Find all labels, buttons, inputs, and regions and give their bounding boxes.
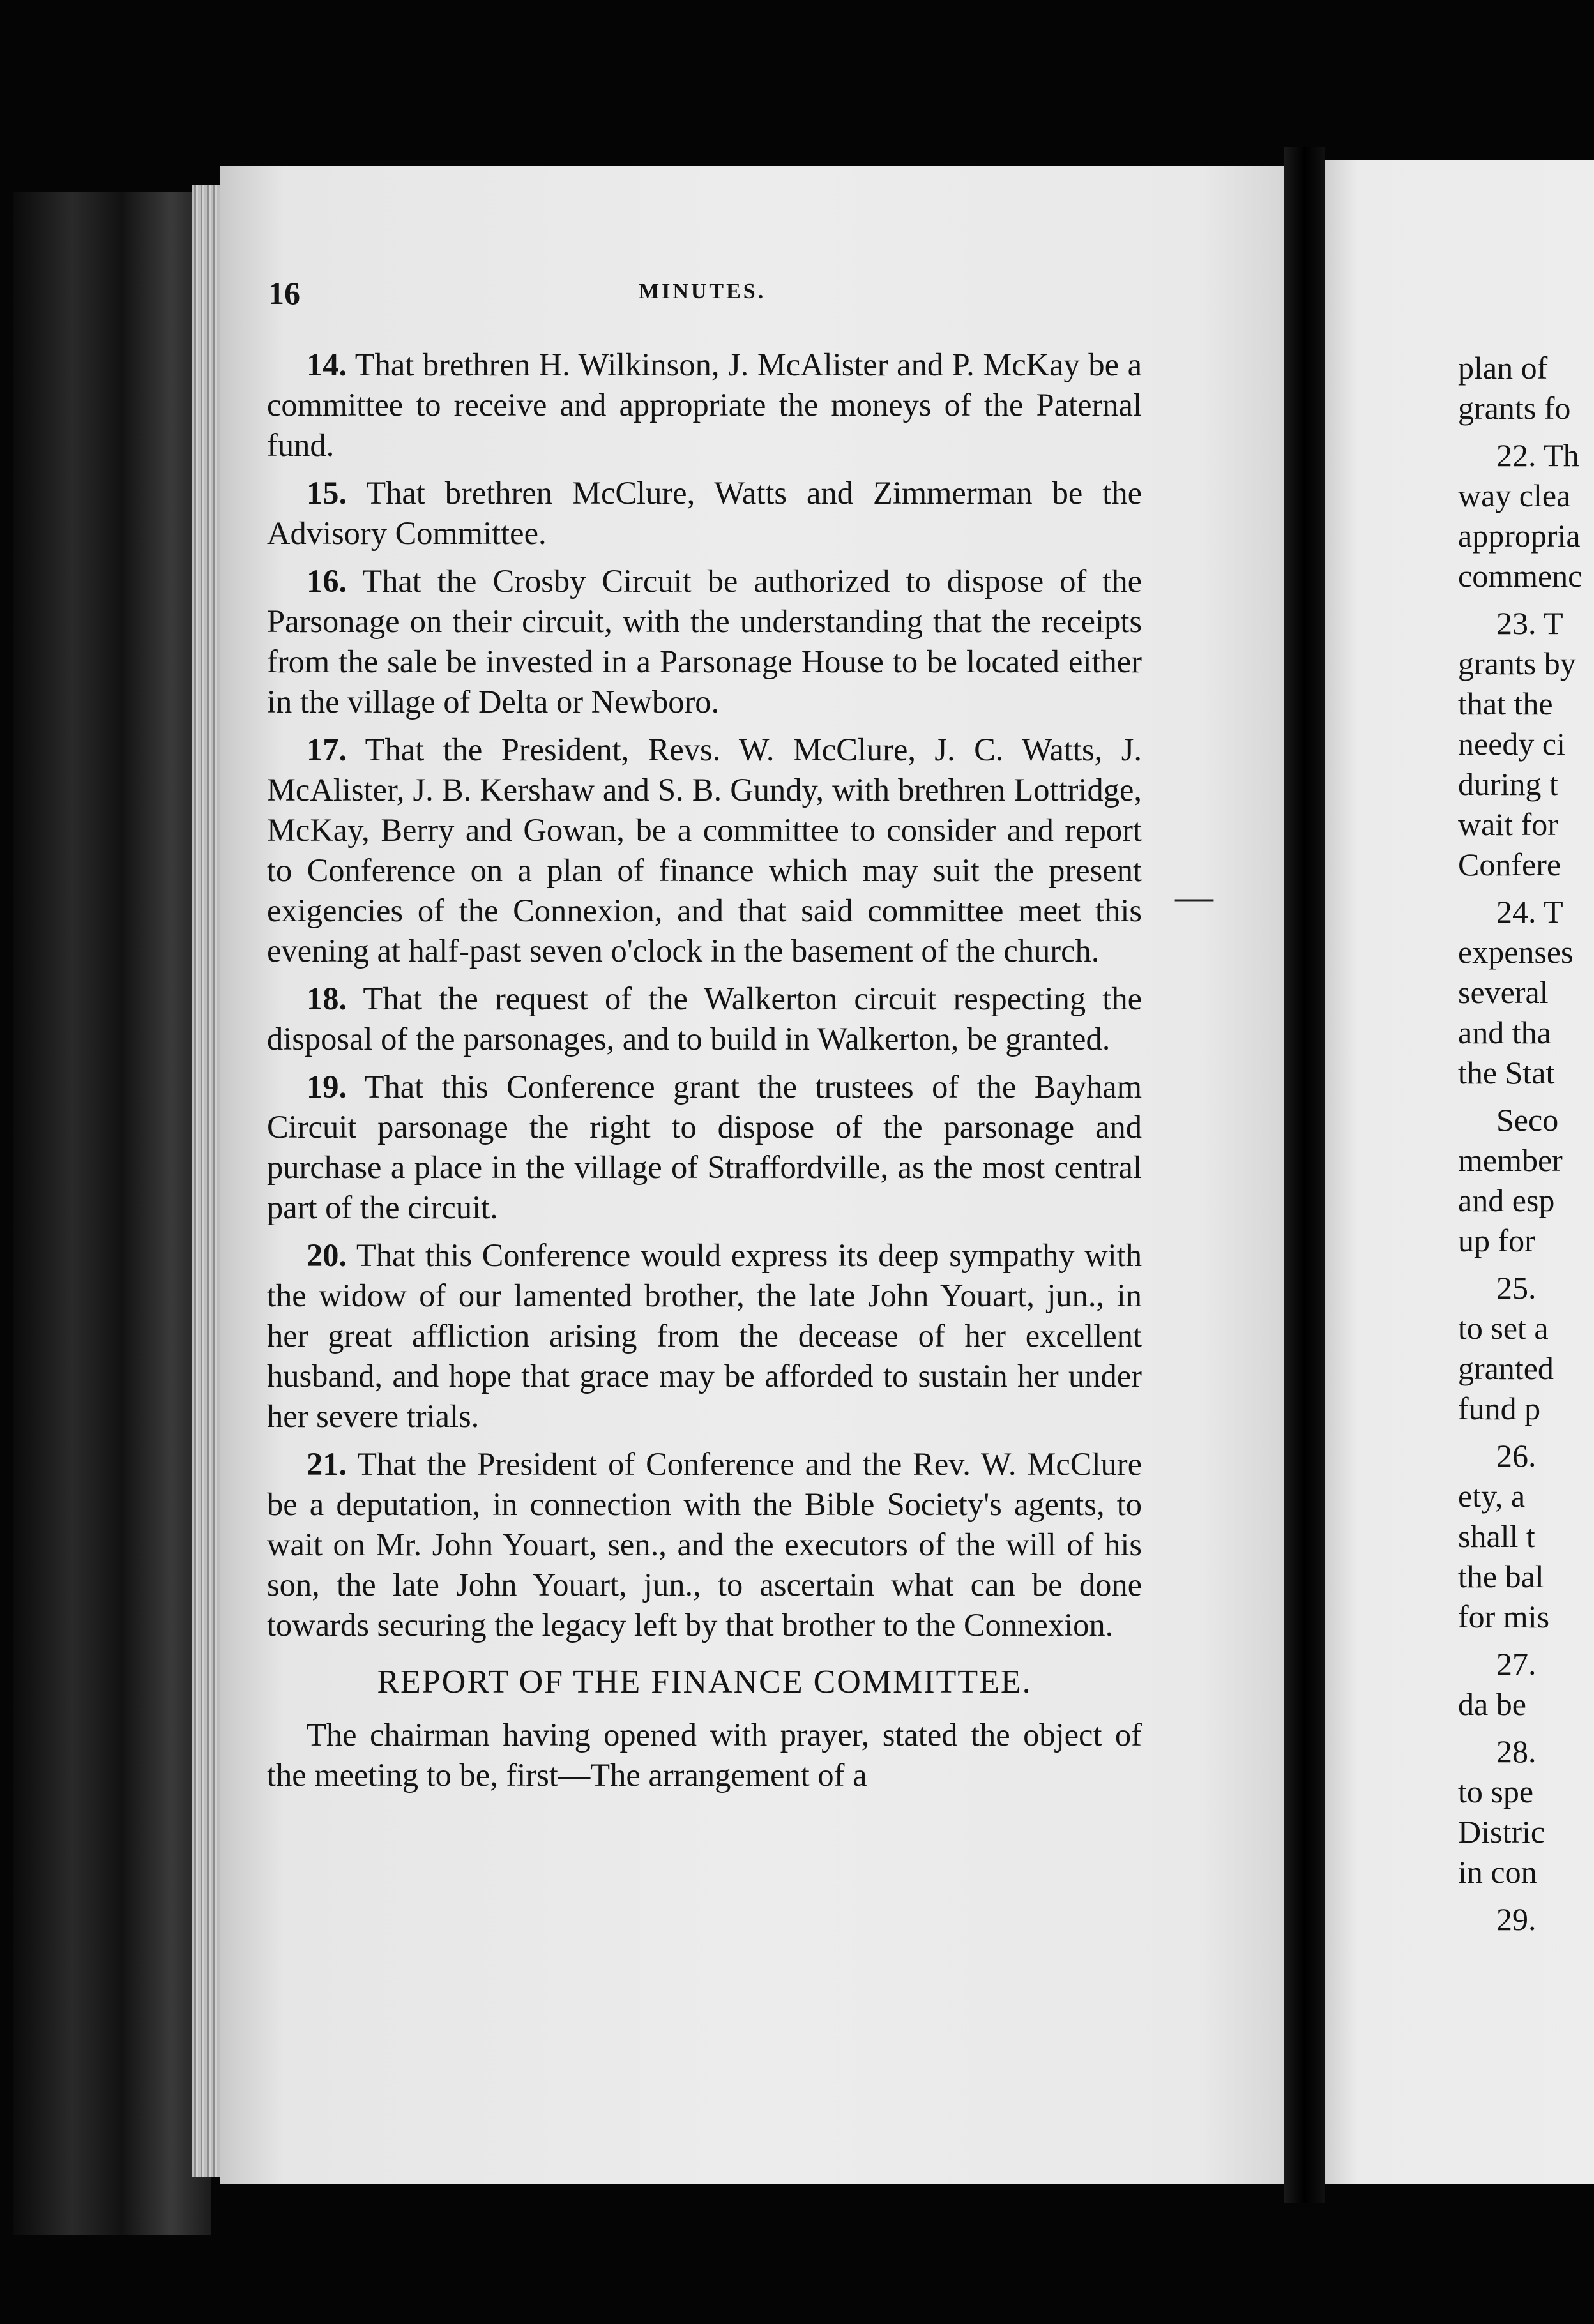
right-line: ety, a	[1458, 1478, 1526, 1514]
right-line: 23. T	[1496, 605, 1563, 641]
left-page-text	[267, 345, 1142, 1803]
resolution-text: That the President of Conference and the Rev. W. McClure be a deputation, in connection with the Bible Society's agents, to wait on Mr. John Youart, sen., and the executors of the will of his son, the late John Youart, jun., to ascertain what can be done towards securing the legacy left by that brother to the Connexion.	[267, 1446, 1142, 1643]
resolution-text: That the Crosby Circuit be authorized to dispose of the Parsonage on their circuit, with the understanding that the receipts from the sale be invested in a Parsonage House to be located either in the village of Delta or Newboro.	[267, 563, 1142, 720]
closing-paragraph: The chairman having opened with prayer, stated the object of the meeting to be, first—The arrangement of a	[267, 1717, 1142, 1793]
resolution-number: 20.	[307, 1237, 347, 1273]
resolution-number: 19.	[307, 1069, 347, 1105]
right-line: Confere	[1458, 847, 1561, 882]
resolution-number: 15.	[307, 475, 347, 511]
right-line: during t	[1458, 766, 1558, 802]
right-line: to set a	[1458, 1310, 1549, 1346]
right-line: shall t	[1458, 1518, 1535, 1554]
resolution-number: 16.	[307, 563, 347, 599]
book-gutter	[1284, 147, 1325, 2203]
right-line: Distric	[1458, 1814, 1545, 1850]
right-line: 24. T	[1496, 894, 1563, 930]
resolution-number: 17.	[307, 732, 347, 767]
section-title: REPORT OF THE FINANCE COMMITTEE.	[377, 1664, 1032, 1700]
right-line: Seco	[1496, 1102, 1559, 1138]
right-line: and tha	[1458, 1015, 1551, 1050]
right-line: 25.	[1496, 1270, 1537, 1306]
resolution-17	[267, 730, 1142, 971]
right-line: several	[1458, 974, 1549, 1010]
resolution-21	[267, 1444, 1142, 1645]
margin-dash-mark: —	[1175, 875, 1213, 917]
resolution-18	[267, 979, 1142, 1059]
right-line: the bal	[1458, 1558, 1544, 1594]
page-number: 16	[268, 275, 300, 311]
resolution-text: That this Conference would express its deep sympathy with the widow of our lamented brother, the late John Youart, jun., in her great affliction arising from the decease of her excellent husband, and hope that grace may be afforded to sustain her under her severe trials.	[267, 1237, 1142, 1434]
resolution-14	[267, 345, 1142, 465]
resolution-number: 14.	[307, 347, 347, 382]
resolution-text: That this Conference grant the trustees of the Bayham Circuit parsonage the right to dispose of the parsonage and purchase a place in the village of Straffordville, as the most central part of the circuit.	[267, 1069, 1142, 1225]
resolution-19	[267, 1067, 1142, 1228]
right-line: commenc	[1458, 558, 1583, 594]
resolution-15	[267, 473, 1142, 554]
right-line: da be	[1458, 1686, 1526, 1722]
resolution-text: That the President, Revs. W. McClure, J. C. Watts, J. McAlister, J. B. Kershaw and S. B. Gundy, with brethren Lottridge, McKay, Berry and Gowan, be a committee to consider and report to Conference on a plan of finance which may suit the present exigencies of the Connexion, and that said committee meet this evening at half-past seven o'clock in the basement of the church.	[267, 732, 1142, 969]
right-line: way clea	[1458, 478, 1571, 513]
right-line: member	[1458, 1142, 1563, 1178]
resolution-text: That brethren McClure, Watts and Zimmerman be the Advisory Committee.	[267, 475, 1142, 551]
book-spine	[13, 192, 211, 2235]
resolution-number: 21.	[307, 1446, 347, 1482]
right-line: in con	[1458, 1854, 1537, 1890]
resolution-number: 18.	[307, 981, 347, 1016]
right-line: 28.	[1496, 1733, 1537, 1769]
right-line: 26.	[1496, 1438, 1537, 1474]
right-line: plan of	[1458, 350, 1548, 386]
right-line: needy ci	[1458, 726, 1565, 762]
resolution-16	[267, 561, 1142, 722]
right-line: that the	[1458, 686, 1553, 721]
resolution-text: That brethren H. Wilkinson, J. McAlister and P. McKay be a committee to receive and appropriate the moneys of the Paternal fund.	[267, 347, 1142, 463]
resolution-20	[267, 1235, 1142, 1437]
right-line: wait for	[1458, 806, 1558, 842]
right-line: 29.	[1496, 1901, 1537, 1937]
right-line: and esp	[1458, 1182, 1555, 1218]
right-line: grants by	[1458, 645, 1576, 681]
page-header	[268, 275, 1143, 313]
running-head: MINUTES.	[639, 280, 766, 303]
right-page-text	[1458, 348, 1594, 1940]
right-line: granted	[1458, 1350, 1554, 1386]
right-line: appropria	[1458, 518, 1581, 554]
right-line: up for	[1458, 1223, 1535, 1258]
right-line: 27.	[1496, 1646, 1537, 1682]
right-line: for mis	[1458, 1599, 1550, 1634]
right-line: expenses	[1458, 934, 1574, 970]
right-line: 22. Th	[1496, 437, 1579, 473]
resolution-text: That the request of the Walkerton circuit respecting the disposal of the parsonages, and to build in Walkerton, be granted.	[267, 981, 1142, 1057]
right-line: fund p	[1458, 1391, 1541, 1426]
right-line: grants fo	[1458, 390, 1571, 426]
right-line: to spe	[1458, 1774, 1534, 1809]
right-line: the Stat	[1458, 1055, 1555, 1090]
